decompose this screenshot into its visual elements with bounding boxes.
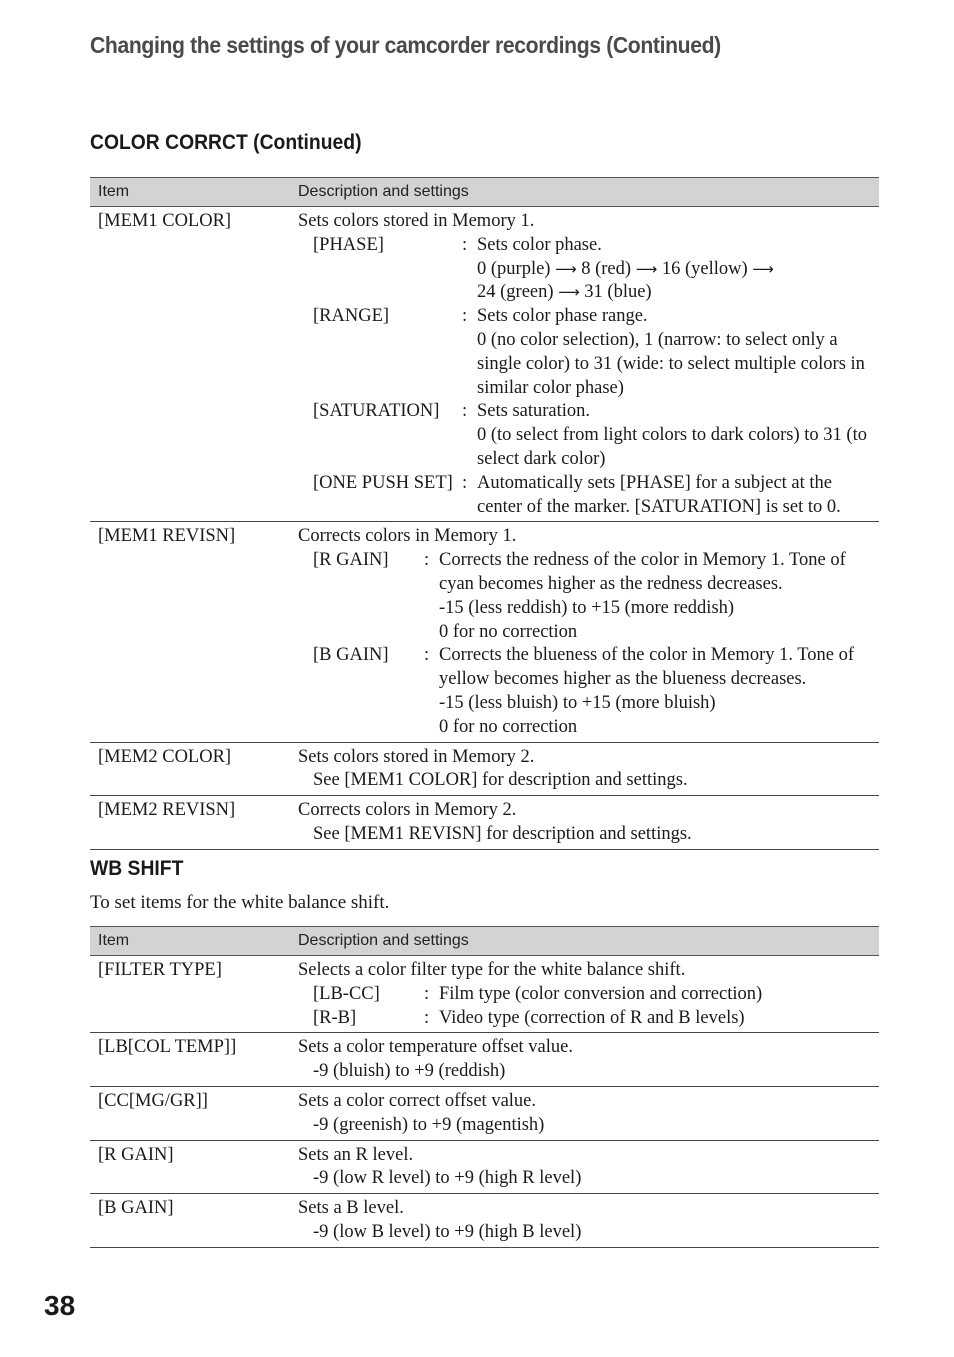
setting-label: [B GAIN]: [313, 645, 389, 666]
table-header-row: [90, 927, 879, 956]
row-range: -9 (low B level) to +9 (high B level): [313, 1221, 582, 1242]
b-gain-range: -15 (less bluish) to +15 (more bluish): [439, 692, 716, 713]
item-cell: [LB[COL TEMP]]: [90, 1033, 290, 1087]
phase-value: 0 (purple): [477, 258, 551, 279]
right-arrow-icon: ⟶: [635, 259, 658, 278]
setting-text: [477, 234, 871, 305]
colon-separator: :: [424, 645, 430, 666]
setting-text: Video type (correction of R and B levels): [439, 1007, 745, 1028]
r-gain-description: Corrects the redness of the color in Memory 1. Tone of cyan becomes higher as the redness decreases.: [439, 550, 846, 594]
item-cell: [MEM2 REVISN]: [90, 796, 290, 850]
row-description: Sets an R level.: [298, 1144, 414, 1165]
row-description: Corrects colors in Memory 1.: [298, 526, 517, 547]
row-range: -9 (bluish) to +9 (reddish): [313, 1061, 506, 1082]
item-cell: [MEM2 COLOR]: [90, 742, 290, 796]
phase-description: Sets color phase.: [477, 234, 602, 255]
row-description: Sets a color temperature offset value.: [298, 1037, 573, 1058]
table-row-mem2-revisn: [90, 796, 879, 850]
table-row-b-gain: [90, 1194, 879, 1248]
table-row-r-gain: [90, 1140, 879, 1194]
setting-saturation: [298, 400, 871, 471]
row-description: Sets a color correct offset value.: [298, 1090, 537, 1111]
page-title: Changing the settings of your camcorder recordings (Continued): [90, 32, 721, 58]
page-number: 38: [44, 1290, 76, 1321]
colon-separator: :: [462, 472, 468, 493]
table-row-lb-col-temp: [90, 1033, 879, 1087]
wb-shift-heading: WB SHIFT: [90, 857, 184, 880]
setting-text: [439, 549, 871, 644]
description-cell: [290, 742, 879, 796]
description-cell: [290, 1140, 879, 1194]
item-cell: [MEM1 REVISN]: [90, 522, 290, 742]
setting-label: [PHASE]: [313, 234, 384, 255]
phase-value: 16 (yellow): [661, 258, 748, 279]
wb-shift-table: [90, 926, 879, 1248]
table-row-mem2-color: [90, 742, 879, 796]
colon-separator: :: [462, 234, 468, 255]
setting-text: [477, 305, 871, 400]
range-values: 0 (no color selection), 1 (narrow: to select only a single color) to 31 (wide: to select multiple colors in similar color phase): [477, 329, 865, 398]
setting-text: Automatically sets [PHASE] for a subject at the center of the marker. [SATURATION] is set to 0.: [477, 472, 841, 517]
setting-text: [477, 400, 871, 471]
item-cell: [B GAIN]: [90, 1194, 290, 1248]
header-item: Item: [90, 178, 290, 207]
table-row-mem1-color: [90, 207, 879, 522]
header-description: Description and settings: [290, 927, 879, 956]
wb-shift-intro: To set items for the white balance shift.: [90, 892, 390, 913]
phase-value: 24 (green): [477, 282, 554, 303]
color-corrct-heading: COLOR CORRCT (Continued): [90, 131, 362, 154]
row-description: Sets colors stored in Memory 2.: [298, 746, 535, 767]
row-description: Selects a color filter type for the white balance shift.: [298, 960, 686, 980]
colon-separator: :: [424, 983, 430, 1004]
header-description: Description and settings: [290, 178, 879, 207]
setting-label: [SATURATION]: [313, 401, 440, 422]
table-row-cc-mg-gr: [90, 1086, 879, 1140]
item-cell: [R GAIN]: [90, 1140, 290, 1194]
row-note: See [MEM1 REVISN] for description and settings.: [313, 823, 692, 844]
colon-separator: :: [462, 306, 468, 327]
colon-separator: :: [462, 401, 468, 422]
phase-range-line1: [477, 258, 871, 282]
setting-label: [R GAIN]: [313, 550, 389, 571]
header-item: Item: [90, 927, 290, 956]
setting-text: Film type (color conversion and correction): [439, 983, 763, 1004]
saturation-description: Sets saturation.: [477, 401, 591, 422]
setting-text: [439, 644, 871, 739]
right-arrow-icon: ⟶: [558, 283, 580, 302]
row-range: -9 (greenish) to +9 (magentish): [313, 1114, 545, 1135]
description-cell: [290, 207, 879, 522]
colon-separator: :: [424, 550, 430, 571]
setting-one-push-set: [298, 472, 871, 520]
setting-b-gain: [298, 644, 871, 739]
setting-label: [RANGE]: [313, 306, 390, 327]
right-arrow-icon: ⟶: [555, 259, 577, 278]
setting-label: [R-B]: [313, 1007, 357, 1028]
row-note: See [MEM1 COLOR] for description and settings.: [313, 770, 688, 791]
b-gain-default: 0 for no correction: [439, 716, 578, 737]
description-cell: [290, 522, 879, 742]
range-description: Sets color phase range.: [477, 306, 648, 327]
setting-range: [298, 305, 871, 400]
r-gain-range: -15 (less reddish) to +15 (more reddish): [439, 597, 735, 618]
table-row-filter-type: [90, 956, 879, 1033]
row-range: -9 (low R level) to +9 (high R level): [313, 1168, 582, 1189]
description-cell: [290, 956, 879, 1033]
setting-lb-cc: [298, 983, 871, 1007]
right-arrow-icon: ⟶: [752, 259, 774, 278]
phase-value: 31 (blue): [584, 282, 652, 303]
item-cell: [CC[MG/GR]]: [90, 1086, 290, 1140]
setting-phase: [298, 234, 871, 305]
r-gain-default: 0 for no correction: [439, 621, 578, 642]
color-corrct-table: [90, 177, 879, 850]
item-cell: [FILTER TYPE]: [90, 956, 290, 1033]
setting-label: [ONE PUSH SET]: [313, 472, 453, 493]
row-description: Sets colors stored in Memory 1.: [298, 211, 535, 231]
description-cell: [290, 1194, 879, 1248]
saturation-values: 0 (to select from light colors to dark colors) to 31 (to select dark color): [477, 425, 867, 469]
phase-range-line2: [477, 281, 871, 305]
item-cell: [MEM1 COLOR]: [90, 207, 290, 522]
description-cell: [290, 1086, 879, 1140]
setting-label: [LB-CC]: [313, 983, 380, 1004]
table-row-mem1-revisn: [90, 522, 879, 742]
table-header-row: [90, 178, 879, 207]
description-cell: [290, 796, 879, 850]
description-cell: [290, 1033, 879, 1087]
colon-separator: :: [424, 1007, 430, 1028]
b-gain-description: Corrects the blueness of the color in Memory 1. Tone of yellow becomes higher as the blueness decreases.: [439, 645, 855, 690]
phase-value: 8 (red): [581, 258, 632, 279]
setting-r-b: [298, 1007, 871, 1031]
setting-r-gain: [298, 549, 871, 644]
row-description: Sets a B level.: [298, 1198, 404, 1219]
row-description: Corrects colors in Memory 2.: [298, 800, 517, 821]
